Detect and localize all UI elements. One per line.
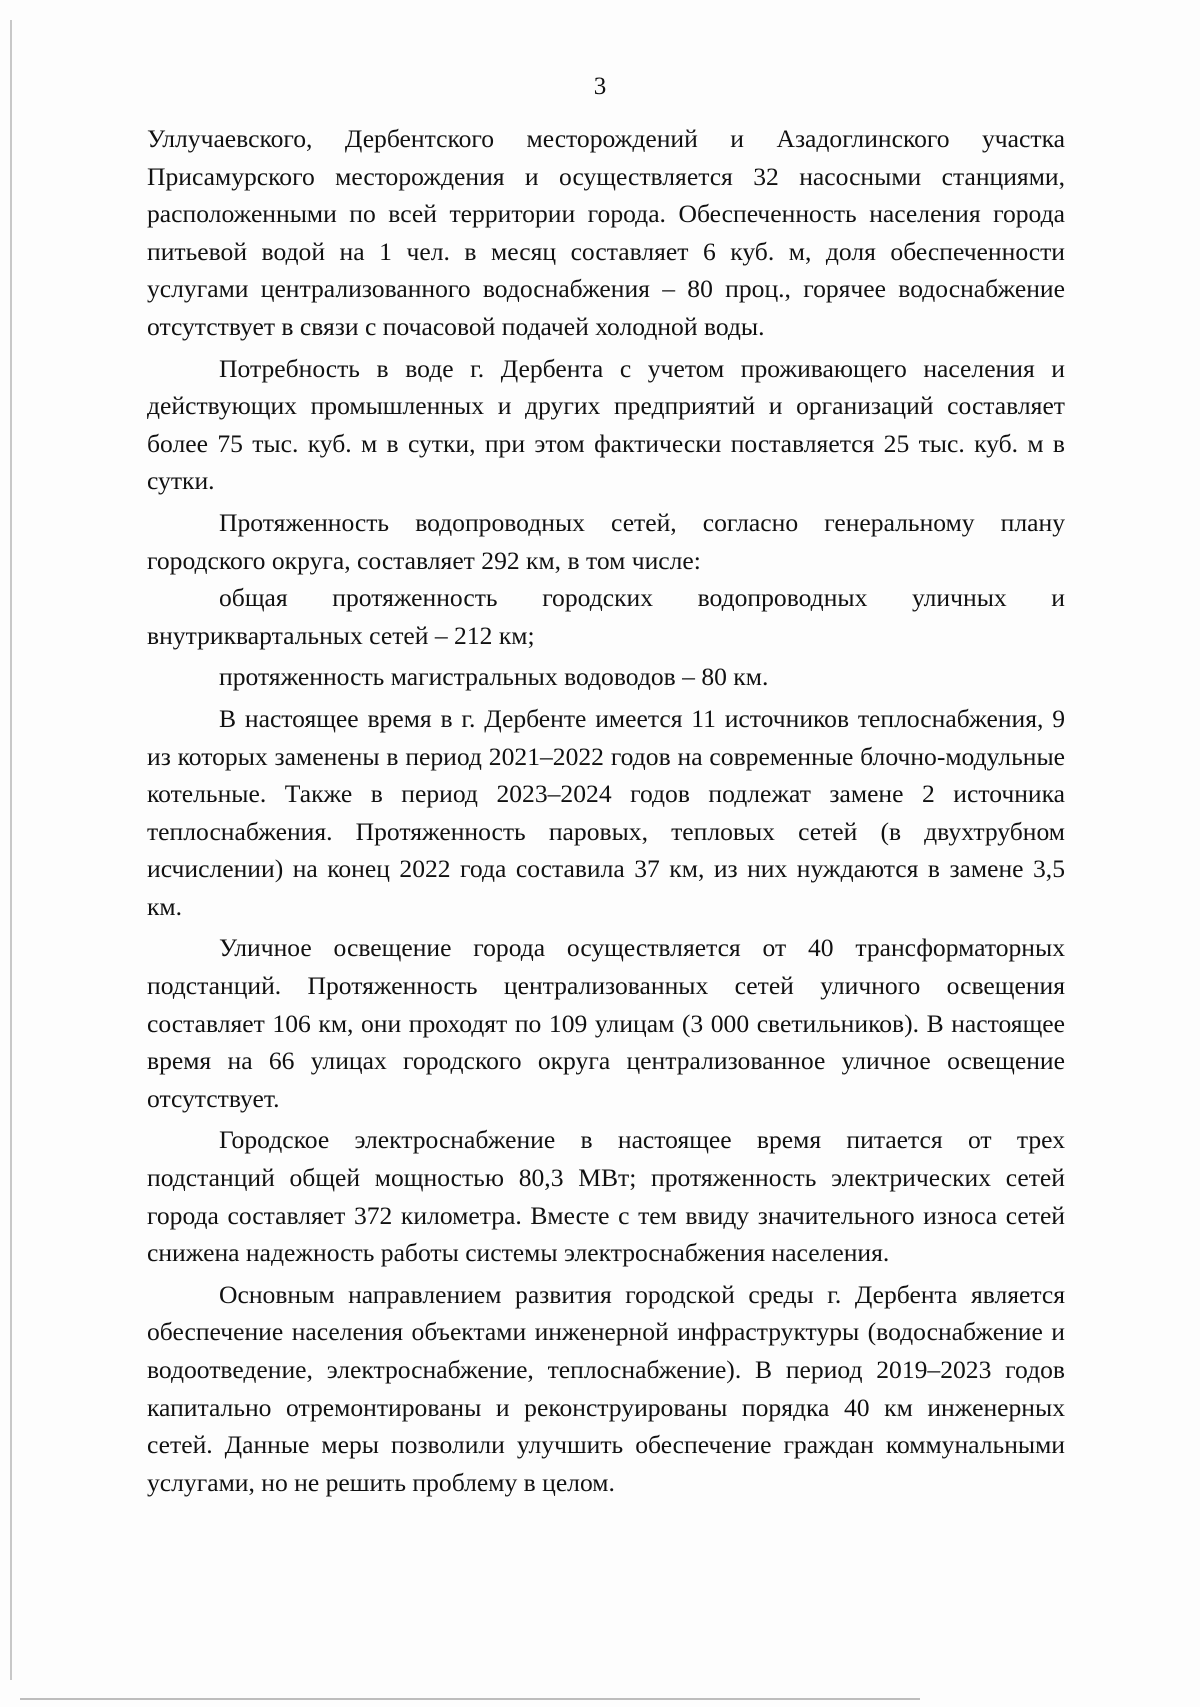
paragraph-water-network-length: Протяженность водопроводных сетей, согласно генеральному плану городского округа, составляет 292 км, в том числе: [147, 507, 1065, 575]
page-number: 3 [593, 73, 607, 100]
paragraph-street-lighting: Уличное освещение города осуществляется от 40 трансформаторных подстанций. Протяженность централизованных сетей уличного освещения составляет 106 км, они проходят по 109 улицам (3 000 светильников). В настоящее время на 66 улицах городского округа централизованное уличное освещение отсутствует. [147, 933, 1065, 1113]
scan-edge-left [10, 20, 12, 1680]
document-body [147, 120, 1065, 1501]
scan-edge-bottom [20, 1698, 920, 1700]
paragraph-infrastructure-development: Основным направлением развития городской среды г. Дербента является обеспечение населения объектами инженерной инфраструктуры (водоснабжение и водоотведение, электроснабжение, теплоснабжение). В период 2019–2023 годов капитально отремонтированы и реконструированы порядка 40 км инженерных сетей. Данные меры позволили улучшить обеспечение граждан коммунальными услугами, но не решить проблему в целом. [147, 1279, 1065, 1497]
paragraph-power-supply: Городское электроснабжение в настоящее время питается от трех подстанций общей мощностью 80,3 МВт; протяженность электрических сетей города составляет 372 километра. Вместе с тем ввиду значительного износа сетей снижена надежность работы системы электроснабжения населения. [147, 1125, 1065, 1268]
paragraph-water-demand: Потребность в воде г. Дербента с учетом проживающего населения и действующих промышленных и других предприятий и организаций составляет более 75 тыс. куб. м в сутки, при этом фактически поставляется 25 тыс. куб. м в сутки. [147, 353, 1065, 496]
paragraph-water-sources: Уллучаевского, Дербентского месторождений и Азадоглинского участка Присамурского месторождения и осуществляется 32 насосными станциями, расположенными по всей территории города. Обеспеченность населения города питьевой водой на 1 чел. в месяц составляет 6 куб. м, доля обеспеченности услугами централизованного водоснабжения – 80 проц., горячее водоснабжение отсутствует в связи с почасовой подачей холодной воды. [147, 124, 1065, 341]
paragraph-heat-supply: В настоящее время в г. Дербенте имеется 11 источников теплоснабжения, 9 из которых заменены в период 2021–2022 годов на современные блочно-модульные котельные. Также в период 2023–2024 годов подлежат замене 2 источника теплоснабжения. Протяженность паровых, тепловых сетей (в двухтрубном исчислении) на конец 2022 года составила 37 км, из них нуждаются в замене 3,5 км. [147, 703, 1065, 921]
paragraph-street-networks: общая протяженность городских водопроводных уличных и внутриквартальных сетей – 212 км; [147, 583, 1065, 650]
paragraph-main-pipelines: протяженность магистральных водоводов – 80 км. [219, 662, 769, 692]
